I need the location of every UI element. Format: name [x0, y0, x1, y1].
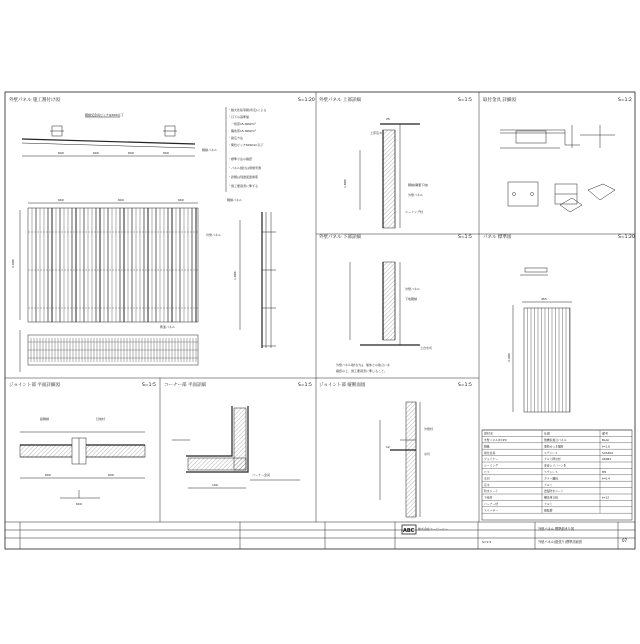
project-name: 外壁パネル 標準納まり図 [538, 527, 575, 531]
callout-text: 外壁パネル [408, 193, 424, 197]
standard-panel [524, 308, 570, 412]
panel-bottom-detail [319, 233, 472, 373]
panel-joint-plan [9, 381, 156, 506]
title-block [5, 522, 635, 549]
company-logo: ABC [403, 528, 415, 534]
legend-cell: M5 [602, 470, 607, 474]
legend-header: 部材名 [484, 431, 494, 436]
legend-cell: 笠木 [484, 482, 490, 487]
callout-text: 胴縁受金具ピッチ@600以下 [85, 113, 124, 117]
callout-text: 上部笠木 [370, 131, 383, 135]
note-line: ・施工要領書に準ずる [228, 184, 259, 188]
callout-text: 水切 [424, 452, 431, 456]
dim-text: 600 [93, 151, 99, 155]
panel-scale: S=1:5 [458, 98, 472, 103]
callout-text: 外壁パネル [206, 233, 222, 237]
callout-text: コーナー金具 [252, 473, 271, 477]
note-line: ・標準寸法の確認 [228, 157, 253, 161]
legend-cell: 無機系複合パネル [544, 438, 567, 442]
legend-cell: アルミ [544, 482, 553, 487]
note-line: 隅角部15.0kN/m² [228, 129, 256, 133]
callout-text: 外壁材 [424, 427, 434, 431]
panel-scale: S=1:5 [458, 383, 472, 388]
panel-scale: S=1:20 [298, 98, 315, 103]
legend-cell: 水切 [484, 476, 490, 481]
legend-cell: BLAC [602, 438, 610, 442]
legend-cell: A6063 [602, 457, 612, 462]
dim-text: 600 [163, 151, 169, 155]
drawing-title: 外壁パネル(縦張り)標準詳細図 [538, 540, 582, 544]
legend-cell: ジョイナー [484, 457, 498, 462]
panel-joint-section [319, 381, 472, 517]
dim-text: 3,000 [507, 353, 511, 362]
legend-cell: ビス [484, 470, 490, 474]
legend-cell: t=1.6 [602, 444, 610, 449]
panel-title: ジョイント部 縦断面図 [319, 383, 366, 388]
legend-cell: アルミ [544, 502, 553, 506]
panel-corner-plan [164, 381, 312, 488]
panel-bracket-detail [483, 96, 632, 212]
legend-cell: 構造用合板 [544, 495, 558, 500]
legend-cell: t=12 [602, 495, 609, 500]
dim-text: 3,000 [11, 259, 15, 268]
note-line: 確認の上、施工要領書に準じること。 [336, 369, 388, 373]
dim-text: 600 [76, 502, 82, 506]
note-line: 一般部15.0kN/m² [228, 122, 256, 126]
panel-elevation-grid [28, 208, 198, 322]
callout-text: シーリング材 [405, 210, 423, 214]
legend-header: 仕様 [544, 431, 551, 436]
panel-title: 外壁パネル 施工割付け図 [9, 98, 60, 103]
dim-text: 25 [386, 117, 390, 121]
legend-cell: カラー鋼板 [544, 476, 558, 481]
legend-cell: 透湿防水シート [544, 489, 564, 494]
legend-cell: 胴縁 [484, 444, 490, 449]
callout-text: 外壁パネル [405, 287, 421, 291]
dim-text: 600 [58, 198, 64, 202]
panel-title: コーナー部 平面詳細 [164, 383, 206, 388]
dim-text: 600 [118, 198, 124, 202]
panel-title: 外壁パネル 上部詳細 [319, 98, 361, 103]
legend-table [482, 430, 632, 520]
legend-cell: 樹脂製 [544, 508, 553, 513]
panel-title: パネル 標準図 [483, 235, 512, 240]
legend-cell: 変成シリコーン系 [544, 463, 567, 468]
legend-cell: 取付金具 [484, 450, 496, 455]
panel-title: ジョイント部 平面詳細図 [9, 383, 60, 388]
callout-text: 胴縁(鋼製下地) [408, 183, 429, 187]
panel-standard [483, 233, 635, 412]
dim-text: 600 [58, 151, 64, 155]
dim-text: 600 [178, 198, 184, 202]
dim-text: 455 [541, 297, 547, 301]
note-line: ・間柱ピッチ600mm以下 [228, 143, 264, 147]
callout-text: 縦胴縁 [40, 417, 50, 421]
legend-cell: シーリング [484, 463, 498, 468]
note-line: ・パネル割付は現場実測 [228, 166, 262, 170]
legend-cell: SUS304 [602, 450, 613, 455]
dim-text: 600 [45, 473, 51, 477]
callout-text: 胴縁パネル [202, 148, 218, 152]
dim-text: 100 [212, 483, 218, 487]
legend-cell: アルミ押出材 [544, 457, 561, 462]
note-line: ・詳細は別途図面参照 [228, 175, 259, 179]
dim-text: 1,800 [343, 179, 347, 188]
legend-cell: 防水シート [484, 489, 498, 494]
note-line: ・固定方法 [228, 136, 244, 140]
note-line: ・耐火性能等級(所定)による [228, 108, 267, 112]
dim-text: 12 [386, 445, 390, 449]
notes-block [226, 107, 266, 192]
company-name: 株式会社エービーシー [418, 527, 448, 531]
legend-cell: 下地材 [484, 495, 493, 500]
callout-text: 土台水切 [420, 346, 433, 350]
legend-header: 備考 [602, 431, 609, 436]
panel-title: 外壁パネル 下部詳細 [319, 235, 361, 240]
legend-cell: ステンレス [544, 450, 558, 455]
dim-text: 600 [108, 473, 114, 477]
callout-text: 目地材 [96, 417, 106, 421]
legend-cell: t=0.4 [602, 476, 610, 481]
panel-scale: S=1:2 [618, 98, 632, 103]
panel-bottom-section [28, 335, 198, 365]
note-line: ・以下の基準値 [228, 115, 250, 119]
panel-title: 取付金具 詳細図 [483, 98, 516, 103]
legend-cell: コーナー材 [484, 502, 498, 506]
legend-cell: ステンレス [544, 470, 558, 474]
panel-scale: S=1:20 [618, 235, 635, 240]
legend-cell: 亜鉛めっき鋼材 [544, 444, 564, 449]
callout-text: 胴縁パネル [227, 198, 243, 202]
legend-cell: 外壁パネル(t=25) [484, 438, 508, 442]
callout-text: 下地胴縁 [405, 297, 418, 301]
panel-scale: S=1:5 [142, 383, 156, 388]
panel-scale: S=1:5 [458, 235, 472, 240]
panel-top-detail [319, 96, 472, 228]
callout-text: 断面パネル [160, 325, 176, 329]
panel-scale: S=1:5 [298, 383, 312, 388]
panel-elevation [9, 96, 315, 372]
drawing-scale: S=1:5 [482, 540, 492, 544]
dim-text: 1,800 [233, 271, 237, 280]
drawing-number: 07 [622, 538, 628, 543]
dim-text: 600 [128, 151, 134, 155]
legend-cell: スペーサー [484, 508, 498, 513]
note-line: 外壁パネル取付けは、躯体との取合いを [336, 363, 391, 367]
